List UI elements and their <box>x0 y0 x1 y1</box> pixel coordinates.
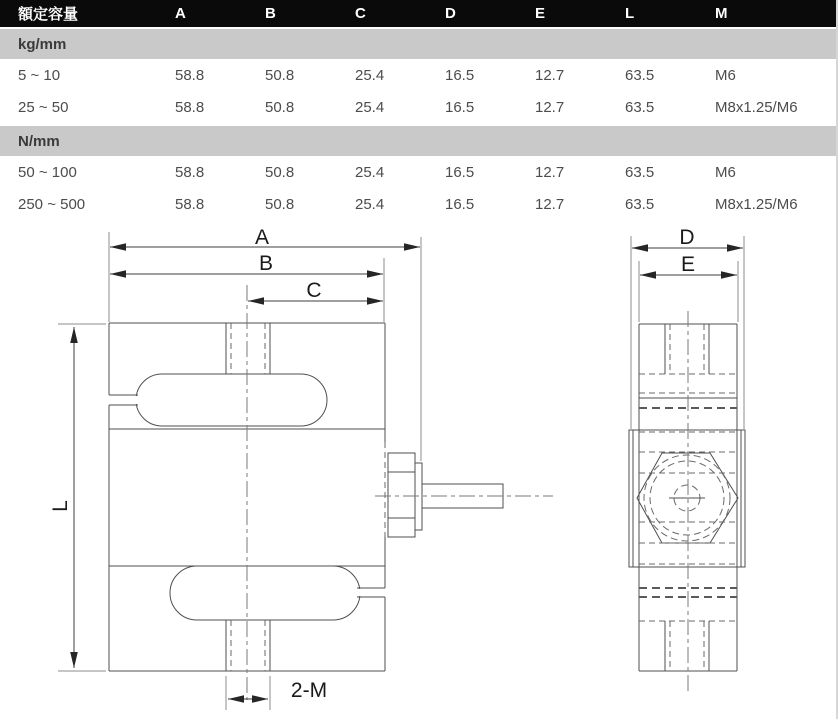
column-header-B: B <box>265 5 276 22</box>
value-cell: 50.8 <box>265 163 295 181</box>
column-header-D: D <box>445 5 456 22</box>
value-cell: 25.4 <box>355 195 385 213</box>
side-top-threaded-hole <box>665 324 709 374</box>
column-header-E: E <box>535 5 546 22</box>
dimension-L <box>49 324 106 671</box>
unit-band-N-mm: N/mm <box>0 126 836 156</box>
lower-flexure-slot <box>170 566 360 620</box>
value-cell: M6 <box>715 66 736 84</box>
capacity-range-cell: 250 ~ 500 <box>18 195 86 213</box>
upper-flexure-slot <box>136 374 327 426</box>
unit-band-kg-mm: kg/mm <box>0 29 836 59</box>
value-cell: 12.7 <box>535 163 565 181</box>
value-cell: M8x1.25/M6 <box>715 98 798 116</box>
value-cell: 50.8 <box>265 195 295 213</box>
value-cell: 16.5 <box>445 66 475 84</box>
capacity-range-cell: 50 ~ 100 <box>18 163 77 181</box>
front-view <box>49 226 553 710</box>
value-cell: 50.8 <box>265 66 295 84</box>
value-cell: 50.8 <box>265 98 295 116</box>
side-view <box>629 226 745 692</box>
page-right-border <box>836 0 838 719</box>
slot-opening-patch-left <box>129 396 138 404</box>
capacity-range-cell: 5 ~ 10 <box>18 66 61 84</box>
capacity-header-cell: 額定容量 <box>18 6 79 23</box>
value-cell: 58.8 <box>175 195 205 213</box>
column-header-L: L <box>625 5 635 22</box>
value-cell: M8x1.25/M6 <box>715 195 798 213</box>
value-cell: M6 <box>715 163 736 181</box>
value-cell: 63.5 <box>625 98 655 116</box>
dim-label-c: C <box>306 279 322 302</box>
value-cell: 25.4 <box>355 66 385 84</box>
value-cell: 12.7 <box>535 195 565 213</box>
column-header-A: A <box>175 5 186 22</box>
dim-label-d: D <box>679 226 695 249</box>
dim-label-a: A <box>254 226 270 249</box>
dim-label-2m: 2-M <box>290 679 328 702</box>
bottom-threaded-hole <box>226 620 270 671</box>
value-cell: 63.5 <box>625 66 655 84</box>
value-cell: 63.5 <box>625 163 655 181</box>
dimension-C <box>248 279 383 302</box>
gland-nut <box>388 453 415 537</box>
dim-label-e: E <box>680 253 696 276</box>
value-cell: 16.5 <box>445 98 475 116</box>
value-cell: 25.4 <box>355 98 385 116</box>
slot-opening-patch-right <box>356 589 365 596</box>
column-header-C: C <box>355 5 366 22</box>
value-cell: 63.5 <box>625 195 655 213</box>
value-cell: 58.8 <box>175 66 205 84</box>
value-cell: 12.7 <box>535 66 565 84</box>
value-cell: 58.8 <box>175 163 205 181</box>
value-cell: 58.8 <box>175 98 205 116</box>
top-threaded-hole <box>226 323 270 374</box>
value-cell: 16.5 <box>445 163 475 181</box>
value-cell: 16.5 <box>445 195 475 213</box>
value-cell: 12.7 <box>535 98 565 116</box>
dimension-2M <box>226 676 327 710</box>
value-cell: 25.4 <box>355 163 385 181</box>
capacity-range-cell: 25 ~ 50 <box>18 98 69 116</box>
column-header-M: M <box>715 5 728 22</box>
dim-label-l: L <box>49 500 72 512</box>
dim-label-b: B <box>258 252 274 275</box>
side-bottom-threaded-hole <box>665 621 709 671</box>
cable-gland <box>375 453 553 537</box>
